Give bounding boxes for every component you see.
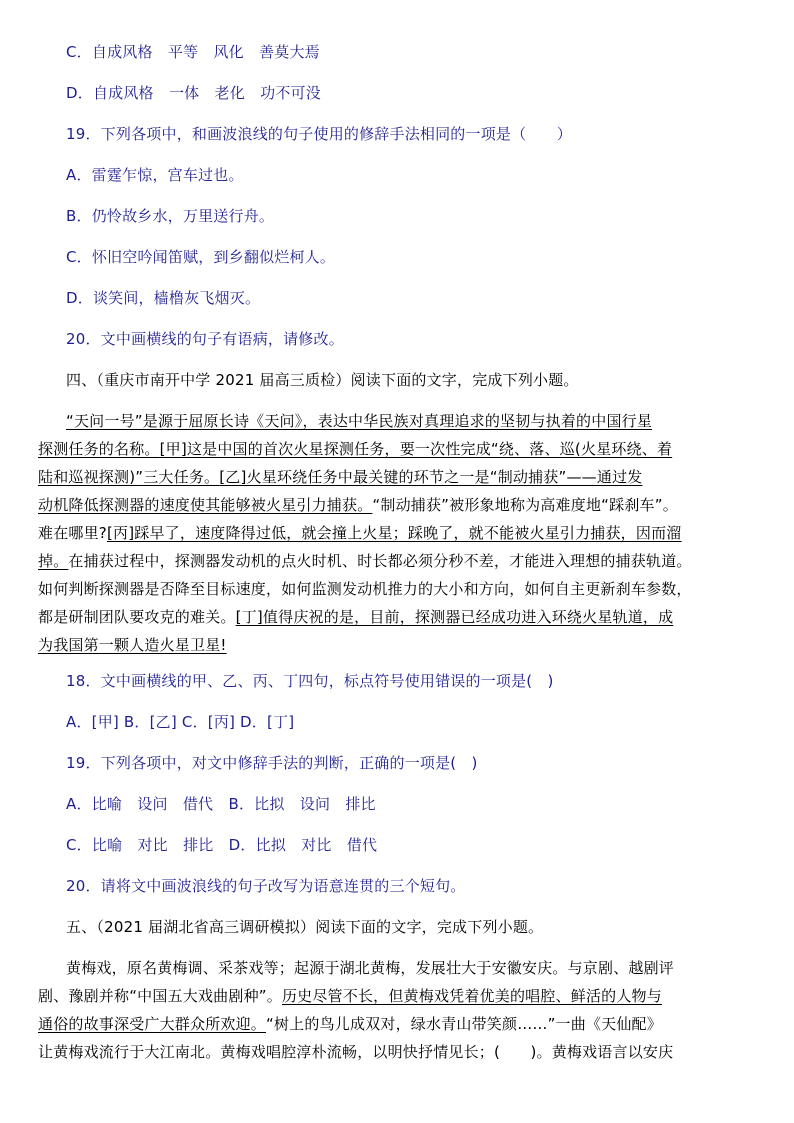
sentence-ding: [丁]值得庆祝的是，目前，探测器已经成功进入环绕火星轨道，成	[235, 608, 674, 626]
passage-line	[38, 607, 758, 627]
passage-line	[38, 439, 758, 459]
question-19: 19．下列各项中，和画波浪线的句子使用的修辞手法相同的一项是（ ）	[66, 125, 572, 143]
option-c: C．自成风格 平等 风化 善莫大焉	[66, 43, 320, 61]
section-5-heading: 五、（2021 届湖北省高三调研模拟）阅读下面的文字，完成下列小题。	[66, 918, 544, 936]
q19-option-d: D．谈笑间，樯橹灰飞烟灭。	[66, 289, 261, 307]
passage-line	[38, 523, 758, 543]
passage-text: 都是研制团队要攻克的难关。	[38, 608, 236, 626]
q19-option-a: A．雷霆乍惊，宫车过也。	[66, 166, 244, 184]
section-4-heading: 四、（重庆市南开中学 2021 届高三质检）阅读下面的文字，完成下列小题。	[66, 371, 579, 389]
underlined-sentence: 探测任务的名称。	[38, 440, 160, 458]
passage-line	[38, 551, 758, 571]
passage-line	[38, 1014, 758, 1034]
passage-text: 让黄梅戏流行于大江南北。黄梅戏唱腔淳朴流畅，以明快抒情见长；( )。黄梅戏语言以安庆	[38, 1043, 674, 1061]
underlined-sentence: 历史尽管不长，但黄梅戏凭着优美的唱腔、鲜活的人物与	[281, 987, 662, 1005]
passage-line	[38, 495, 758, 515]
passage-line	[38, 986, 758, 1006]
sentence-yi: [乙]火星环绕任务中最关键的环节之一是“制动捕获”——通过发	[219, 468, 643, 486]
sentence-jia: [甲]这是中国的首次火星探测任务，要一次性完成“绕、落、巡(火星环绕、着	[159, 440, 673, 458]
passage-line	[38, 467, 758, 487]
sentence-jia-end: 陆和巡视探测)”三大任务。	[38, 468, 220, 486]
passage-line	[38, 1042, 758, 1062]
q19-options-ab: A．比喻 设问 借代 B．比拟 设问 排比	[66, 795, 376, 813]
question-20-section4: 20．请将文中画波浪线的句子改写为语意连贯的三个短句。	[66, 877, 466, 895]
sentence-bing: [丙]踩早了，速度降得过低，就会撞上火星；踩晚了，就不能被火星引力捕获，因而溜	[106, 524, 682, 542]
passage-line	[38, 635, 758, 655]
q19-options-cd: C．比喻 对比 排比 D．比拟 对比 借代	[66, 836, 378, 854]
q19-option-c: C．怀旧空吟闻笛赋，到乡翻似烂柯人。	[66, 248, 336, 266]
q19-option-b: B．仍怜故乡水，万里送行舟。	[66, 207, 275, 225]
option-d: D．自成风格 一体 老化 功不可没	[66, 84, 321, 102]
passage-text: 在捕获过程中，探测器发动机的点火时机、时长都必须分秒不差，才能进入理想的捕获轨道。	[68, 552, 692, 570]
question-19-section4: 19．下列各项中，对文中修辞手法的判断，正确的一项是( )	[66, 754, 478, 772]
passage-text: 难在哪里?	[38, 524, 107, 542]
underlined-sentence: “天问一号”是源于屈原长诗《天问》，表达中华民族对真理追求的坚韧与执着的中国行星	[66, 412, 653, 430]
passage-line	[38, 579, 758, 599]
sentence-yi-end: 动机降低探测器的速度使其能够被火星引力捕获。	[38, 496, 373, 514]
passage-line	[66, 958, 786, 978]
question-18: 18．文中画横线的甲、乙、丙、丁四句，标点符号使用错误的一项是( )	[66, 672, 554, 690]
passage-text: 如何判断探测器是否降至目标速度，如何监测发动机推力的大小和方向，如何自主更新刹车参数，	[38, 580, 692, 598]
passage-text: “树上的鸟儿成双对，绿水青山带笑颜……”一曲《天仙配》	[266, 1015, 662, 1033]
underlined-sentence-end: 通俗的故事深受广大群众所欢迎。	[38, 1015, 267, 1033]
q18-options: A．[甲] B．[乙] C．[丙] D．[丁]	[66, 713, 295, 731]
sentence-bing-end: 掉。	[38, 552, 69, 570]
passage-text: “制动捕获”被形象地称为高难度地“踩刹车”。	[372, 496, 678, 514]
passage-line	[66, 411, 786, 431]
sentence-ding-end: 为我国第一颗人造火星卫星!	[38, 636, 227, 654]
passage-text: 黄梅戏，原名黄梅调、采茶戏等；起源于湖北黄梅，发展壮大于安徽安庆。与京剧、越剧评	[66, 959, 675, 977]
passage-text: 剧、豫剧并称“中国五大戏曲剧种”。	[38, 987, 282, 1005]
question-20: 20．文中画横线的句子有语病，请修改。	[66, 330, 344, 348]
